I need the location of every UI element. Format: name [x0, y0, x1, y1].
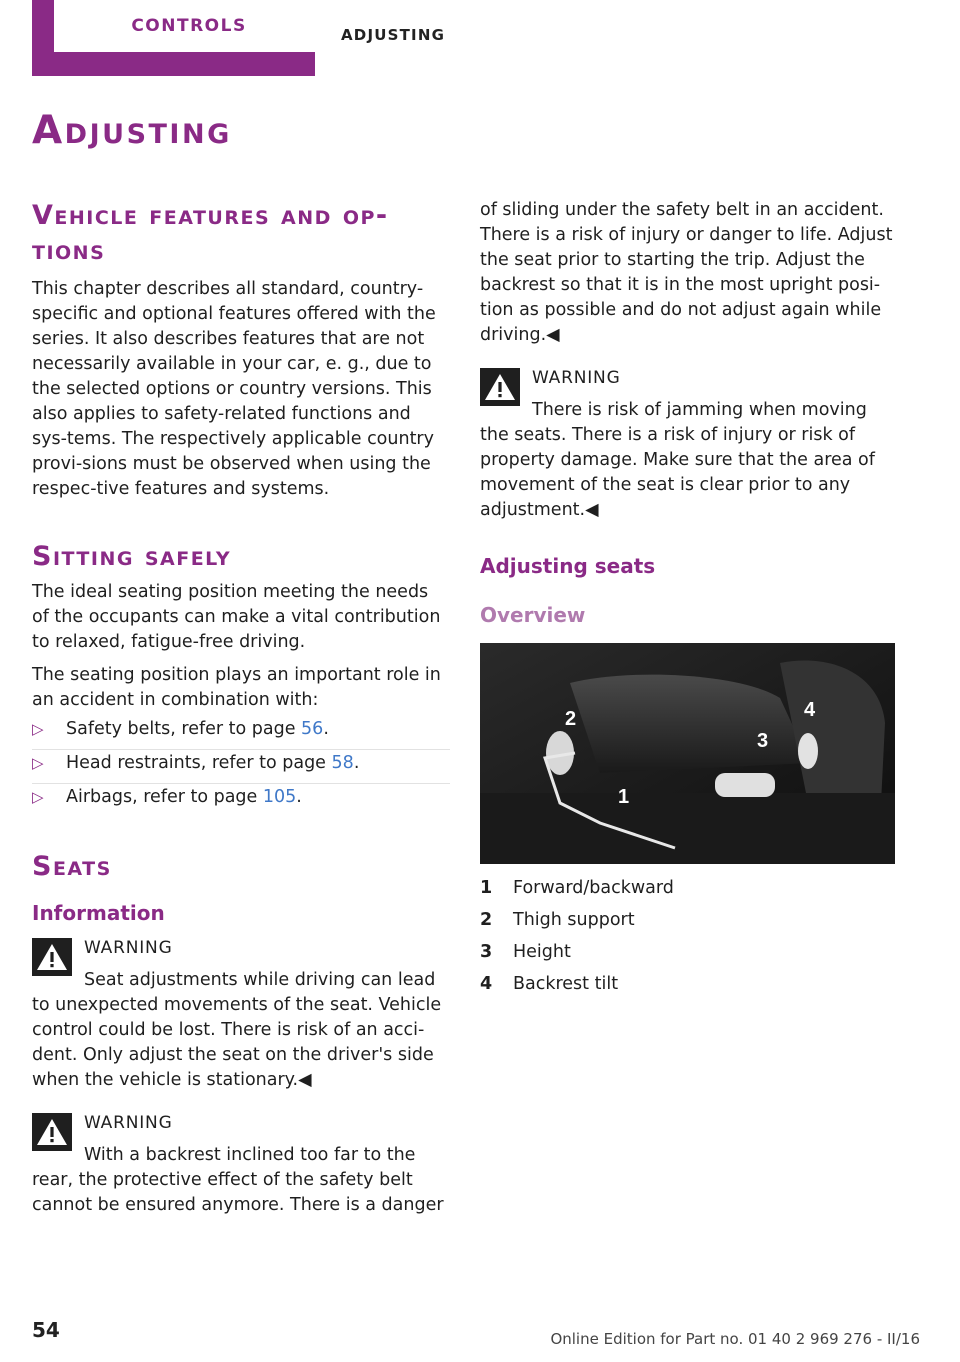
warning-continued: of sliding under the safety belt in an accident. There is a risk of injury or danger to life. Adjust the seat prior to starting the trip. Adjust the backrest so that it is in the most upright posi‐tion as possible and do not adjust again while driving.◀: [480, 200, 893, 345]
legend-row: [480, 876, 898, 901]
information-heading: Information: [32, 901, 165, 925]
left-column: [32, 198, 450, 1218]
warning-block: [32, 936, 450, 1093]
footer-edition: Online Edition for Part no. 01 40 2 969 276 - II/16: [550, 1330, 920, 1348]
warning-title: WARNING: [84, 1113, 173, 1133]
callout-label: 4: [804, 699, 816, 721]
warning-body: Seat adjustments while driving can lead to unexpected movements of the seat. Vehicle control could be lost. There is risk of an acci‐dent. Only adjust the seat on the driver's side when the vehicle is stationary.◀: [32, 970, 442, 1090]
header-section-label: ADJUSTING: [341, 26, 446, 44]
warning-icon: [480, 368, 520, 406]
right-column: [480, 198, 898, 1004]
page-number: 54: [32, 1318, 60, 1342]
legend: [480, 876, 898, 997]
legend-label: Thigh support: [513, 910, 635, 930]
list-item: [32, 717, 450, 750]
warning-block: [32, 1111, 450, 1218]
legend-row: [480, 972, 898, 997]
sitting-safely-para1: The ideal seating position meeting the needs of the occupants can make a vital contribution to relaxed, fatigue-free driving.: [32, 582, 441, 652]
legend-number: 4: [480, 974, 493, 994]
legend-number: 2: [480, 910, 493, 930]
legend-label: Height: [513, 942, 571, 962]
sitting-safely-heading: Sitting safely: [32, 541, 232, 572]
vehicle-features-heading: Vehicle features and op‐ tions: [32, 200, 389, 266]
list-item-text: Head restraints, refer to page: [66, 753, 332, 773]
header-tab-inner: [54, 0, 324, 52]
chapter-title: Adjusting: [32, 108, 232, 153]
legend-row: [480, 908, 898, 933]
adjusting-seats-heading: Adjusting seats: [480, 554, 656, 578]
seats-heading: Seats: [32, 851, 112, 882]
callout-label: 3: [757, 730, 769, 752]
page-link[interactable]: 56: [301, 719, 324, 739]
legend-number: 1: [480, 878, 493, 898]
page-link[interactable]: 58: [331, 753, 354, 773]
list-item-text: Safety belts, refer to page: [66, 719, 302, 739]
list-item-text: Airbags, refer to page: [66, 787, 263, 807]
list-item-end: .: [353, 753, 360, 773]
callout-label: 1: [618, 786, 630, 808]
list-item: [32, 785, 450, 817]
sitting-safely-list: [32, 717, 450, 817]
bullet-icon: ▷: [32, 788, 44, 806]
legend-row: [480, 940, 898, 965]
header-tab: [32, 0, 315, 76]
vehicle-features-body: This chapter describes all standard, country-specific and optional features offered with the series. It also describes features that are not necessarily available in your car, e. g., due to the selected options or country versions. This also applies to safety-related functions and sys‐tems. The respectively applicable country provi‐sions must be observed when using the respec‐tive features and systems.: [32, 279, 436, 499]
overview-heading: Overview: [480, 603, 586, 627]
warning-icon: [32, 1113, 72, 1151]
bullet-icon: ▷: [32, 720, 44, 738]
seat-controls-photo: [480, 643, 895, 864]
bullet-icon: ▷: [32, 754, 44, 772]
list-item-end: .: [323, 719, 329, 739]
list-item: [32, 751, 450, 784]
warning-title: WARNING: [532, 368, 621, 388]
legend-label: Forward/backward: [513, 878, 674, 898]
list-item-end: .: [296, 787, 302, 807]
legend-number: 3: [480, 942, 493, 962]
header-tab-label: CONTROLS: [131, 16, 247, 36]
warning-icon: [32, 938, 72, 976]
warning-title: WARNING: [84, 938, 173, 958]
page-link[interactable]: 105: [262, 787, 297, 807]
legend-label: Backrest tilt: [513, 974, 619, 994]
sitting-safely-para2: The seating position plays an important role in an accident in combination with:: [32, 665, 441, 710]
callout-label: 2: [565, 708, 577, 730]
warning-body: There is risk of jamming when moving the seats. There is a risk of injury or risk of property damage. Make sure that the area of movement of the seat is clear prior to any adjustment.◀: [480, 400, 875, 520]
warning-body: With a backrest inclined too far to the rear, the protective effect of the safety belt cannot be ensured anymore. There is a danger: [32, 1145, 444, 1215]
warning-block: [480, 366, 898, 523]
